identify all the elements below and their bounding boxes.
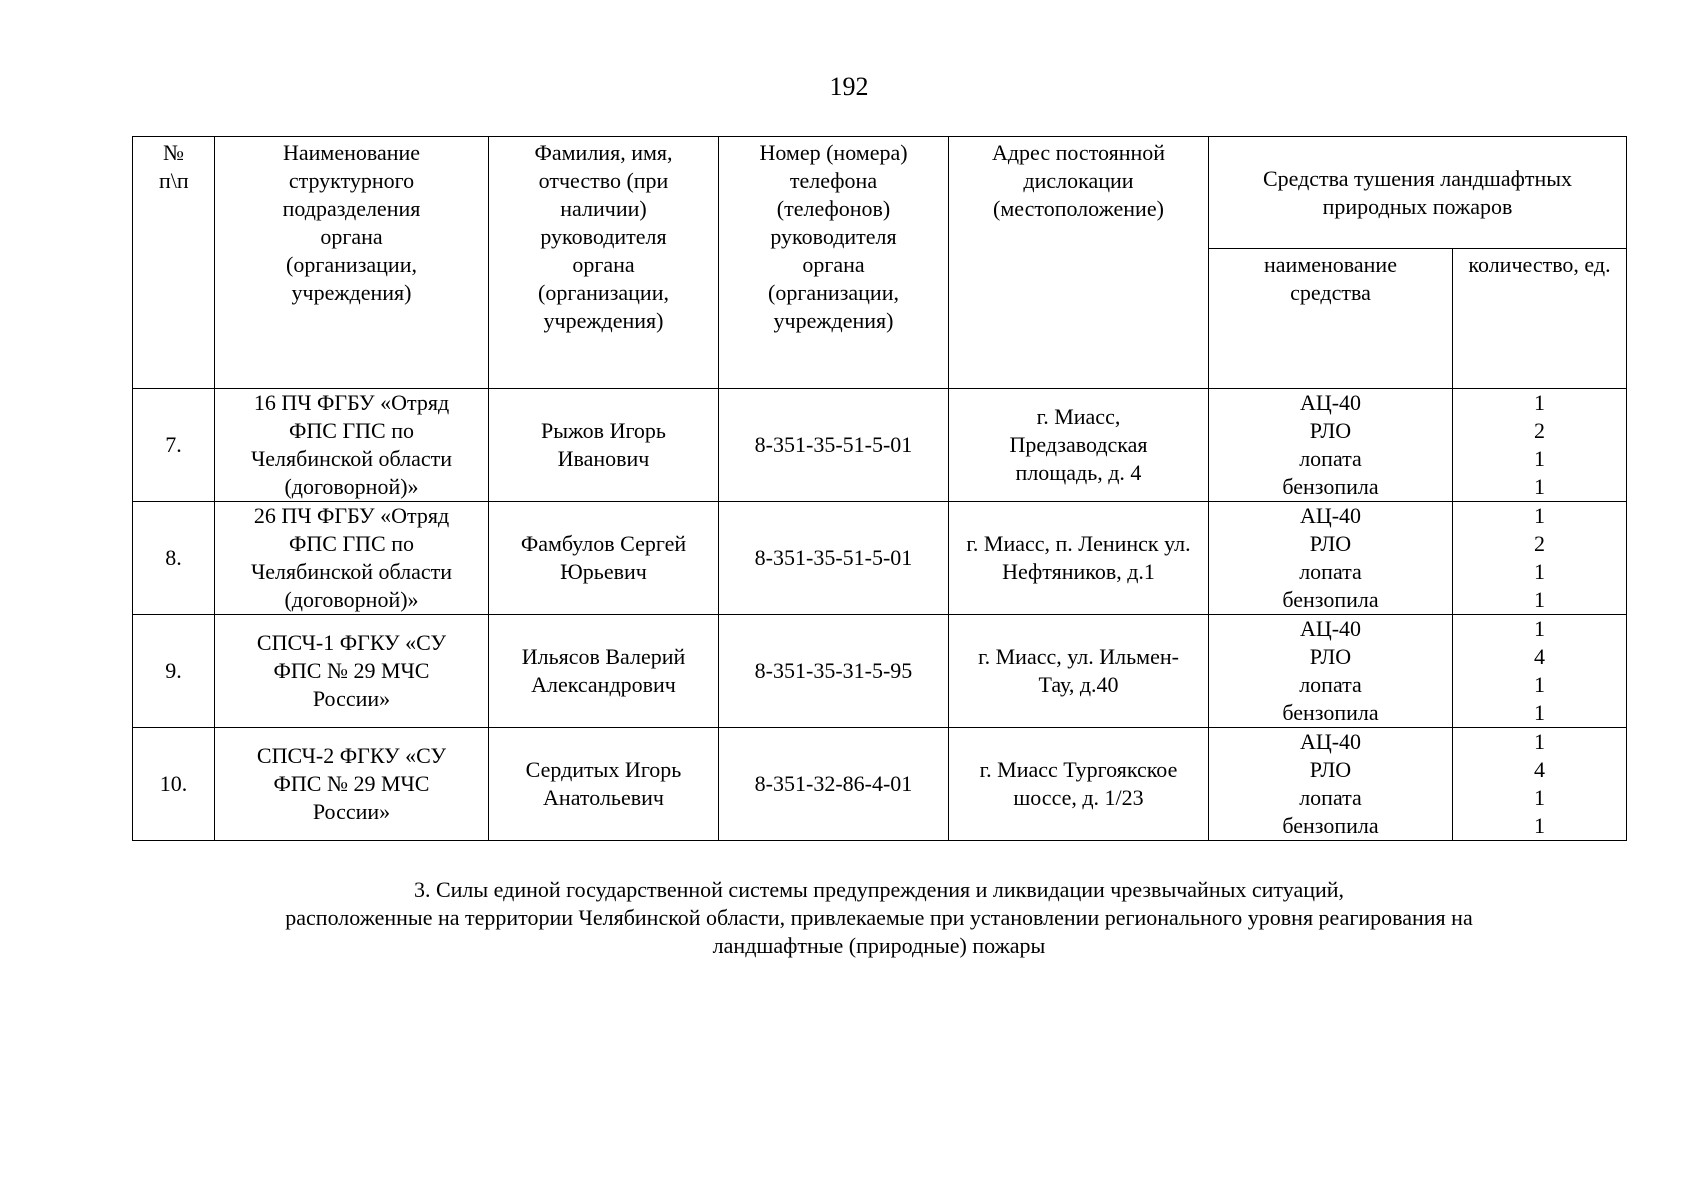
- table-row: [133, 389, 1627, 502]
- row-quantity-list: [1453, 389, 1627, 502]
- quantity-item: 1: [1534, 700, 1545, 725]
- row-number: 10.: [133, 728, 215, 841]
- caption-line: расположенные на территории Челябинской области, привлекаемые при установлении регионального уровня реагирования на: [285, 905, 1473, 930]
- caption-line: 3. Силы единой государственной системы предупреждения и ликвидации чрезвычайных ситуаций,: [413, 877, 1345, 902]
- means-item: АЦ-40: [1299, 616, 1362, 641]
- means-item: лопата: [1299, 785, 1362, 810]
- quantity-item: 1: [1534, 390, 1545, 415]
- quantity-item: 1: [1534, 559, 1545, 584]
- row-head-name: Рыжов Игорь Иванович: [489, 389, 719, 502]
- means-item: лопата: [1299, 446, 1362, 471]
- row-address: г. Миасс, Предзаводская площадь, д. 4: [949, 389, 1209, 502]
- means-item: АЦ-40: [1299, 729, 1362, 754]
- row-quantity-list: [1453, 502, 1627, 615]
- table-row: [133, 502, 1627, 615]
- row-address: г. Миасс, ул. Ильмен-Тау, д.40: [949, 615, 1209, 728]
- row-phone: 8-351-35-31-5-95: [719, 615, 949, 728]
- quantity-item: 2: [1534, 418, 1545, 443]
- means-item: АЦ-40: [1299, 503, 1362, 528]
- row-means-list: [1209, 502, 1453, 615]
- means-item: РЛО: [1309, 531, 1352, 556]
- means-item: бензопила: [1282, 474, 1379, 499]
- row-number: 8.: [133, 502, 215, 615]
- row-organization: СПСЧ-1 ФГКУ «СУ ФПС № 29 МЧС России»: [215, 615, 489, 728]
- means-item: бензопила: [1282, 700, 1379, 725]
- quantity-item: 2: [1534, 531, 1545, 556]
- header-phone: Номер (номера) телефона (телефонов) руководителя органа (организации, учреждения): [719, 137, 949, 389]
- section-caption: [132, 876, 1626, 960]
- row-address: г. Миасс, п. Ленинск ул. Нефтяников, д.1: [949, 502, 1209, 615]
- row-head-name: Ильясов Валерий Александрович: [489, 615, 719, 728]
- means-item: лопата: [1299, 559, 1362, 584]
- row-head-name: Фамбулов Сергей Юрьевич: [489, 502, 719, 615]
- quantity-item: 1: [1534, 503, 1545, 528]
- header-number: № п\п: [133, 137, 215, 389]
- quantity-item: 1: [1534, 813, 1545, 838]
- caption-line: ландшафтные (природные) пожары: [712, 933, 1046, 958]
- row-phone: 8-351-35-51-5-01: [719, 502, 949, 615]
- header-address: Адрес постоянной дислокации (местоположение): [949, 137, 1209, 389]
- row-address: г. Миасс Тургоякское шоссе, д. 1/23: [949, 728, 1209, 841]
- page-number: 192: [829, 72, 869, 101]
- row-organization: 16 ПЧ ФГБУ «Отряд ФПС ГПС по Челябинской области (договорной)»: [215, 389, 489, 502]
- quantity-item: 4: [1534, 757, 1545, 782]
- row-phone: 8-351-35-51-5-01: [719, 389, 949, 502]
- quantity-item: 1: [1534, 446, 1545, 471]
- row-number: 9.: [133, 615, 215, 728]
- row-means-list: [1209, 728, 1453, 841]
- row-quantity-list: [1453, 615, 1627, 728]
- quantity-item: 1: [1534, 587, 1545, 612]
- quantity-item: 4: [1534, 644, 1545, 669]
- quantity-item: 1: [1534, 785, 1545, 810]
- means-item: бензопила: [1282, 587, 1379, 612]
- row-organization: 26 ПЧ ФГБУ «Отряд ФПС ГПС по Челябинской области (договорной)»: [215, 502, 489, 615]
- row-means-list: [1209, 615, 1453, 728]
- table-row: [133, 615, 1627, 728]
- fire-units-table: [132, 136, 1627, 841]
- row-phone: 8-351-32-86-4-01: [719, 728, 949, 841]
- row-head-name: Сердитых Игорь Анатольевич: [489, 728, 719, 841]
- means-item: РЛО: [1309, 757, 1352, 782]
- header-organization: Наименование структурного подразделения органа (организации, учреждения): [215, 137, 489, 389]
- row-quantity-list: [1453, 728, 1627, 841]
- quantity-item: 1: [1534, 474, 1545, 499]
- means-item: РЛО: [1309, 644, 1352, 669]
- header-means-group: Средства тушения ландшафтных природных пожаров: [1209, 137, 1627, 249]
- table-row: [133, 728, 1627, 841]
- quantity-item: 1: [1534, 616, 1545, 641]
- means-item: бензопила: [1282, 813, 1379, 838]
- header-means-name: наименование средства: [1209, 249, 1453, 389]
- means-item: лопата: [1299, 672, 1362, 697]
- quantity-item: 1: [1534, 729, 1545, 754]
- quantity-item: 1: [1534, 672, 1545, 697]
- row-organization: СПСЧ-2 ФГКУ «СУ ФПС № 29 МЧС России»: [215, 728, 489, 841]
- means-item: РЛО: [1309, 418, 1352, 443]
- header-means-qty: количество, ед.: [1453, 249, 1627, 389]
- header-head-name: Фамилия, имя, отчество (при наличии) руководителя органа (организации, учреждения): [489, 137, 719, 389]
- row-number: 7.: [133, 389, 215, 502]
- row-means-list: [1209, 389, 1453, 502]
- means-item: АЦ-40: [1299, 390, 1362, 415]
